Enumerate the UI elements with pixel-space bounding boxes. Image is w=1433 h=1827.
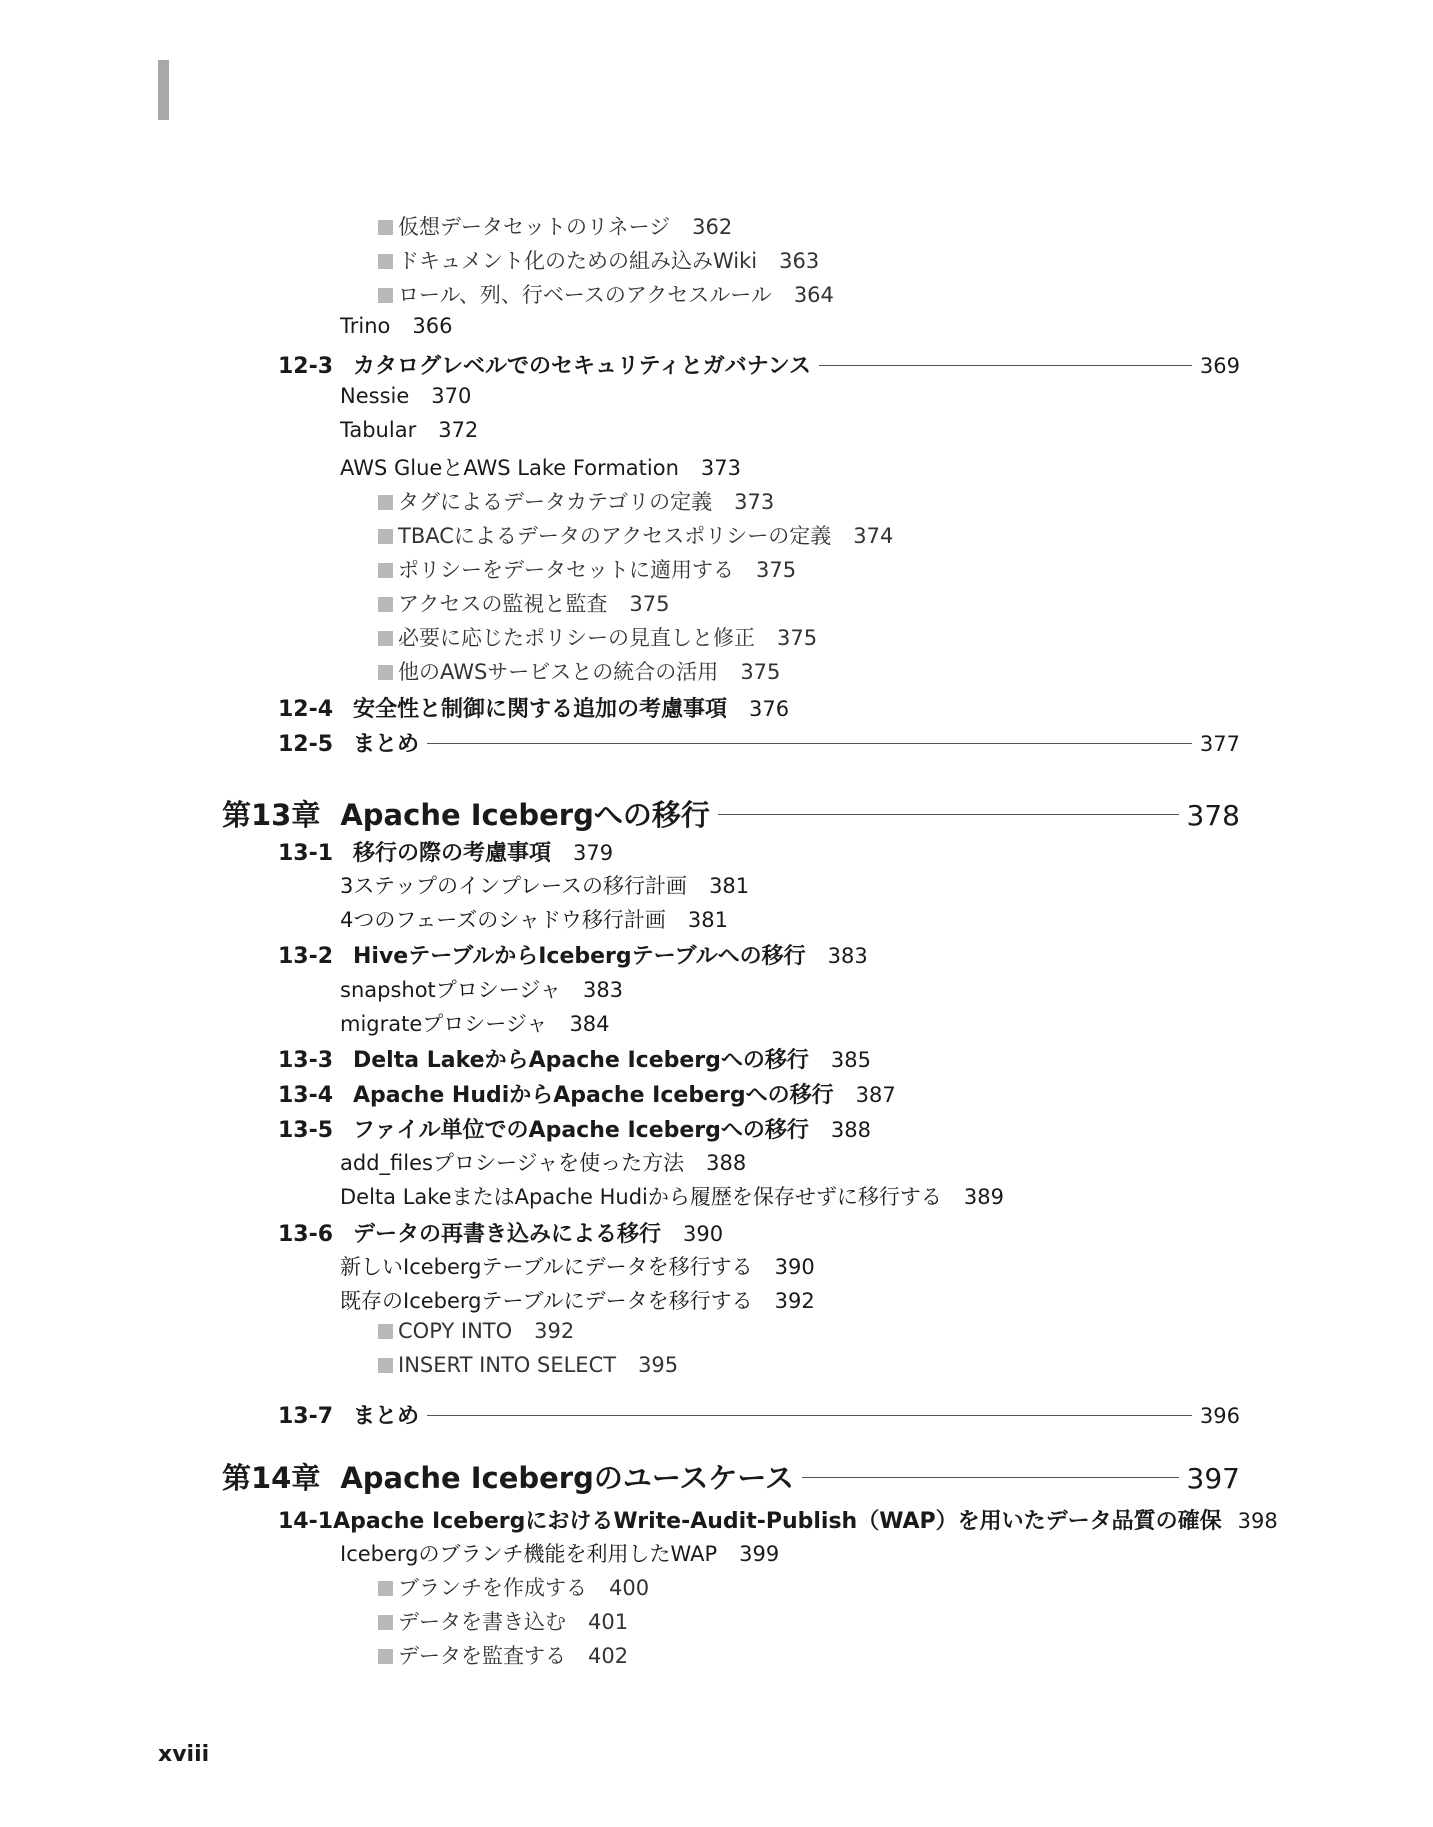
entry-title: 必要に応じたポリシーの見直しと修正 — [398, 626, 755, 650]
page-ref: 373 — [734, 490, 775, 514]
entry-title: ポリシーをデータセットに適用する — [398, 558, 734, 582]
entry-title: snapshotプロシージャ — [340, 978, 561, 1002]
page-ref: 402 — [588, 1644, 629, 1668]
page-ref: 378 — [1186, 799, 1240, 832]
subsection-entry — [378, 1353, 678, 1377]
entry-title: migrateプロシージャ — [340, 1012, 548, 1036]
entry-title: カタログレベルでのセキュリティとガバナンス — [353, 354, 812, 379]
subsection-entry — [378, 245, 819, 275]
section-number: 13-4 — [278, 1083, 334, 1108]
entry-title: Delta LakeからApache Icebergへの移行 — [353, 1048, 809, 1073]
entry-title: Icebergのブランチ機能を利用したWAP — [340, 1542, 718, 1566]
subsection-entry — [340, 870, 749, 900]
section-number: 13-2 — [278, 944, 334, 969]
page-ref: 375 — [756, 558, 797, 582]
page-ref: 392 — [774, 1289, 815, 1313]
entry-title: COPY INTO — [398, 1319, 513, 1343]
section-number: 12-5 — [278, 732, 334, 757]
section-number: 12-3 — [278, 354, 334, 379]
entry-title: HiveテーブルからIcebergテーブルへの移行 — [353, 944, 806, 969]
chapter-entry — [222, 793, 1240, 834]
section-entry — [278, 692, 789, 723]
subsection-entry — [378, 520, 893, 550]
section-entry — [278, 1043, 871, 1074]
subsection-entry — [340, 1147, 746, 1177]
square-bullet-icon — [378, 563, 393, 578]
entry-title: 4つのフェーズのシャドウ移行計画 — [340, 908, 666, 932]
page-ref: 375 — [740, 660, 781, 684]
leader-line — [427, 743, 1192, 744]
square-bullet-icon — [378, 631, 393, 646]
page-ref: 400 — [609, 1576, 650, 1600]
page-ref: 397 — [1186, 1462, 1240, 1495]
section-number: 13-5 — [278, 1118, 334, 1143]
entry-title: 既存のIcebergテーブルにデータを移行する — [340, 1289, 753, 1313]
square-bullet-icon — [378, 220, 393, 235]
page-ref: 381 — [687, 908, 728, 932]
page-ref: 373 — [700, 456, 741, 480]
subsection-entry — [340, 1008, 610, 1038]
page-ref: 383 — [582, 978, 624, 1002]
page-ref: 390 — [683, 1222, 724, 1246]
square-bullet-icon — [378, 529, 393, 544]
section-entry — [278, 1113, 871, 1144]
page-ref: 375 — [777, 626, 818, 650]
page-ref: 395 — [638, 1353, 679, 1377]
entry-title: ドキュメント化のための組み込みWiki — [398, 249, 758, 273]
page-ref: 388 — [706, 1151, 747, 1175]
page-ref: 392 — [534, 1319, 575, 1343]
page-ref: 369 — [1199, 354, 1240, 378]
page-ref: 366 — [412, 314, 453, 338]
section-number: 13-3 — [278, 1048, 334, 1073]
page-ref: 398 — [1237, 1509, 1278, 1533]
subsection-entry — [378, 1606, 628, 1636]
subsection-entry — [378, 622, 817, 652]
chapter-entry — [222, 1456, 1240, 1497]
page-ref: 376 — [749, 697, 790, 721]
section-number: 14-1 — [278, 1509, 334, 1534]
square-bullet-icon — [378, 495, 393, 510]
page-ref: 383 — [827, 944, 868, 968]
entry-title: Apache Icebergへの移行 — [340, 798, 710, 832]
square-bullet-icon — [378, 254, 393, 269]
entry-title: 3ステップのインプレースの移行計画 — [340, 874, 688, 898]
section-entry — [278, 939, 868, 970]
page-ref: 388 — [830, 1118, 871, 1142]
page-ref: 374 — [853, 524, 894, 548]
entry-title: 他のAWSサービスとの統合の活用 — [398, 660, 719, 684]
entry-title: Trino — [340, 314, 391, 338]
subsection-entry — [340, 452, 741, 482]
page-ref: 385 — [830, 1048, 871, 1072]
entry-title: Tabular — [340, 418, 417, 442]
subsection-entry — [340, 1181, 1004, 1211]
subsection-entry — [340, 418, 478, 442]
page-ref: 396 — [1199, 1404, 1240, 1428]
leader-line — [802, 1477, 1179, 1478]
entry-title: 移行の際の考慮事項 — [353, 841, 552, 866]
section-entry — [278, 836, 613, 867]
section-entry — [278, 1217, 723, 1248]
square-bullet-icon — [378, 1358, 393, 1373]
section-number: 13-1 — [278, 841, 334, 866]
entry-title: TBACによるデータのアクセスポリシーの定義 — [398, 524, 832, 548]
subsection-entry — [378, 486, 774, 516]
entry-title: ロール、列、行ベースのアクセスルール — [398, 283, 772, 307]
subsection-entry — [378, 1640, 628, 1670]
page-ref: 387 — [855, 1083, 896, 1107]
section-entry — [278, 1504, 1278, 1535]
subsection-entry — [340, 904, 728, 934]
section-entry — [278, 1078, 896, 1109]
entry-title: AWS GlueとAWS Lake Formation — [340, 456, 679, 480]
entry-title: 新しいIcebergテーブルにデータを移行する — [340, 1255, 753, 1279]
square-bullet-icon — [378, 597, 393, 612]
page-ref: 381 — [709, 874, 750, 898]
section-entry — [278, 349, 1240, 380]
entry-title: 仮想データセットのリネージ — [398, 215, 671, 239]
entry-title: タグによるデータカテゴリの定義 — [398, 490, 713, 514]
page-ref: 363 — [779, 249, 820, 273]
square-bullet-icon — [378, 1581, 393, 1596]
square-bullet-icon — [378, 288, 393, 303]
subsection-entry — [340, 974, 623, 1004]
section-entry — [278, 1399, 1240, 1430]
page-ref: 377 — [1199, 732, 1240, 756]
entry-title: 安全性と制御に関する追加の考慮事項 — [353, 697, 728, 722]
subsection-entry — [378, 279, 834, 309]
entry-title: INSERT INTO SELECT — [398, 1353, 617, 1377]
leader-line — [718, 814, 1179, 815]
subsection-entry — [340, 384, 471, 408]
subsection-entry — [378, 211, 732, 241]
subsection-entry — [378, 554, 796, 584]
square-bullet-icon — [378, 1324, 393, 1339]
page-ref: 389 — [963, 1185, 1004, 1209]
subsection-entry — [340, 1251, 815, 1281]
entry-title: Apache HudiからApache Icebergへの移行 — [353, 1083, 834, 1108]
entry-title: データを書き込む — [398, 1610, 566, 1634]
entry-title: データを監査する — [398, 1644, 566, 1668]
subsection-entry — [378, 1319, 574, 1343]
entry-title: まとめ — [353, 732, 420, 757]
page-ref: 384 — [569, 1012, 610, 1036]
section-entry — [278, 727, 1240, 758]
subsection-entry — [378, 588, 669, 618]
section-number: 12-4 — [278, 697, 334, 722]
page-ref: 379 — [573, 841, 614, 865]
section-number: 13-6 — [278, 1222, 334, 1247]
entry-title: データの再書き込みによる移行 — [353, 1222, 662, 1247]
leader-line — [427, 1415, 1192, 1416]
entry-title: Delta LakeまたはApache Hudiから履歴を保存せずに移行する — [340, 1185, 942, 1209]
square-bullet-icon — [378, 665, 393, 680]
page-ref: 390 — [774, 1255, 815, 1279]
entry-title: ファイル単位でのApache Icebergへの移行 — [353, 1118, 809, 1143]
leader-line — [819, 365, 1192, 366]
subsection-entry — [340, 1538, 779, 1568]
page-ref: 372 — [438, 418, 479, 442]
page-ref: 364 — [793, 283, 834, 307]
subsection-entry — [340, 1285, 815, 1315]
chapter-number: 第14章 — [222, 1461, 321, 1495]
square-bullet-icon — [378, 1649, 393, 1664]
entry-title: アクセスの監視と監査 — [398, 592, 608, 616]
entry-title: Apache Icebergのユースケース — [340, 1461, 794, 1495]
entry-title: ブランチを作成する — [398, 1576, 587, 1600]
chapter-number: 第13章 — [222, 798, 321, 832]
subsection-entry — [378, 656, 780, 686]
entry-title: add_filesプロシージャを使った方法 — [340, 1151, 685, 1175]
entry-title: まとめ — [353, 1404, 420, 1429]
subsection-entry — [378, 1572, 649, 1602]
page-ref: 370 — [431, 384, 472, 408]
page-ref: 399 — [739, 1542, 780, 1566]
entry-title: Apache IcebergにおけるWrite-Audit-Publish（WAP）を用いたデータ品質の確保 — [333, 1509, 1222, 1534]
entry-title: Nessie — [340, 384, 410, 408]
square-bullet-icon — [378, 1615, 393, 1630]
subsection-entry — [340, 314, 452, 338]
page-number: xviii — [158, 1742, 210, 1767]
page-ref: 362 — [692, 215, 733, 239]
page-ref: 375 — [629, 592, 670, 616]
page-ref: 401 — [588, 1610, 629, 1634]
section-number: 13-7 — [278, 1404, 334, 1429]
